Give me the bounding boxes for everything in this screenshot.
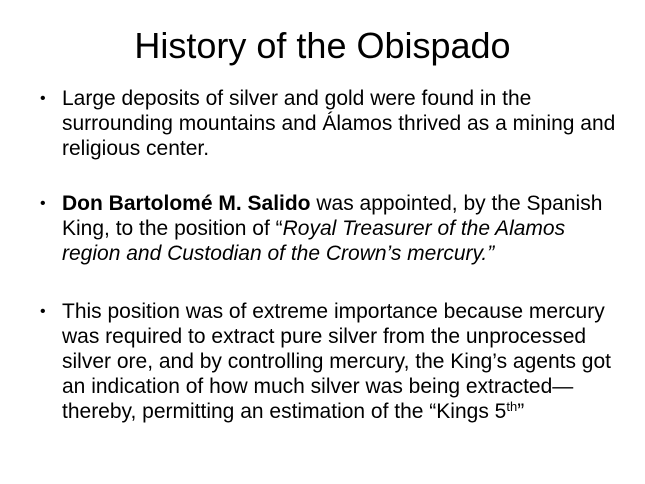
closing-quote: ” [517, 400, 525, 423]
bullet-text [62, 299, 627, 424]
bullet-italic-title: Royal Treasurer of the Alamos region and Custodian of the Crown’s mercury.” [62, 217, 566, 265]
bullet-text [62, 191, 627, 266]
bullet-dot: • [40, 303, 46, 320]
bullet-dot: • [40, 90, 46, 107]
superscript-ordinal: th [506, 399, 518, 414]
bullet-text [62, 86, 627, 161]
slide-title: History of the Obispado [134, 25, 511, 66]
bullet-text-body: This position was of extreme importance because mercury was required to extract pure silver from the unprocessed silver ore, and by controlling mercury, the King’s agents got an indication of how much silver was being extracted—thereby, permitting an estimation of the “Kings 5 [62, 300, 612, 423]
bullet-text-body: was appointed, by the Spanish King, to the position of “ [62, 192, 603, 240]
bullet-dot: • [40, 195, 46, 212]
bullet-bold-name: Don Bartolomé M. Salido [62, 192, 311, 215]
bullet-text-body: Large deposits of silver and gold were found in the surrounding mountains and Álamos thrived as a mining and religious center. [62, 87, 616, 160]
